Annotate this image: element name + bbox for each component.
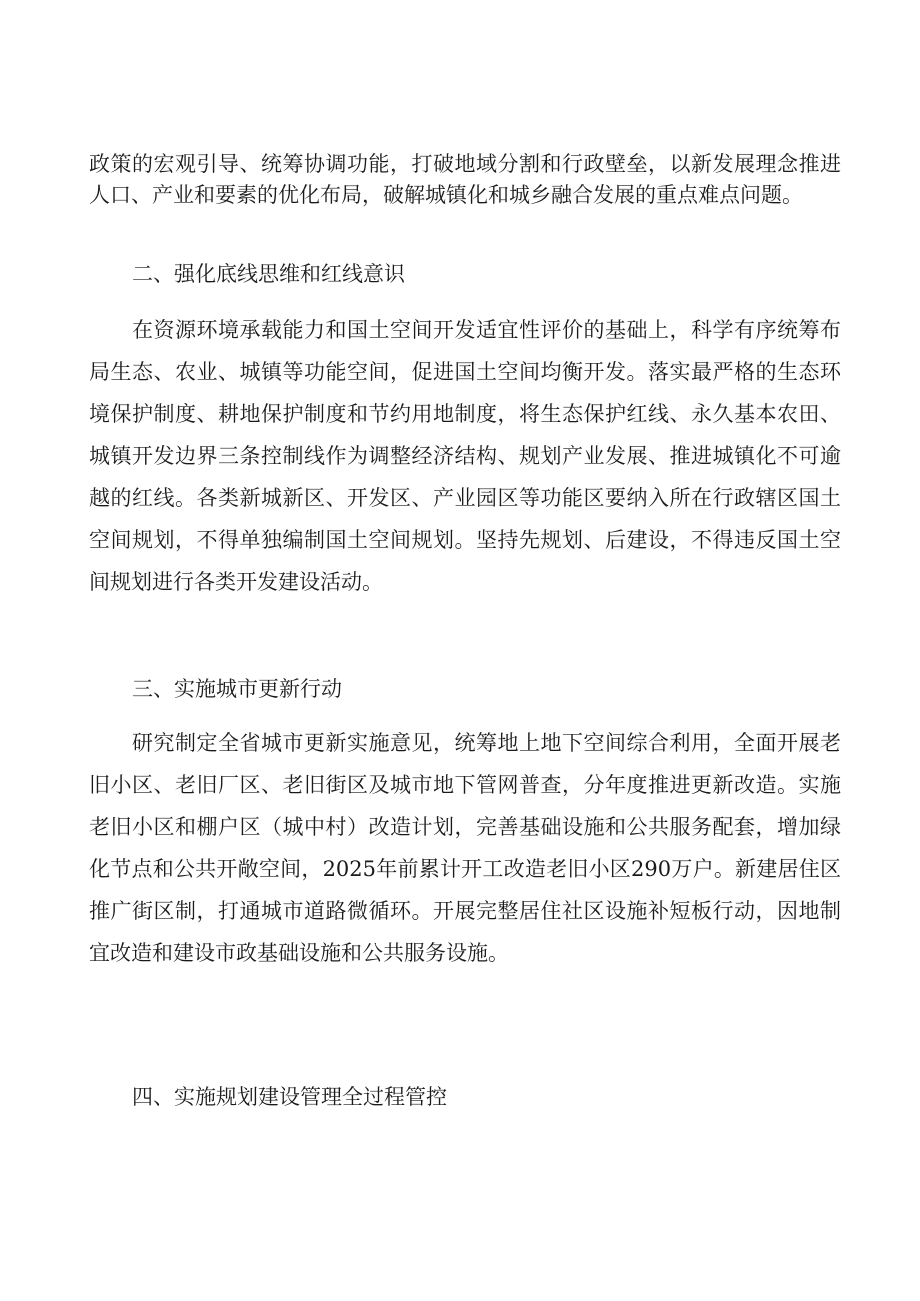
- section-heading-2: 二、强化底线思维和红线意识: [132, 262, 405, 286]
- paragraph-section-3: 研究制定全省城市更新实施意见，统筹地上地下空间综合利用，全面开展老旧小区、老旧厂区、老旧街区及城市地下管网普查，分年度推进更新改造。实施老旧小区和棚户区（城中村）改造计划，完善基础设施和公共服务配套，增加绿化节点和公共开敞空间，2025年前累计开工改造老旧小区290万户。新建居住区推广街区制，打通城市道路微循环。开展完整居住社区设施补短板行动，因地制宜改造和建设市政基础设施和公共服务设施。: [89, 731, 841, 965]
- section-heading-4: 四、实施规划建设管理全过程管控: [132, 1085, 447, 1109]
- paragraph-continued: 政策的宏观引导、统筹协调功能，打破地域分割和行政壁垒，以新发展理念推进人口、产业和要素的优化布局，破解城镇化和城乡融合发展的重点难点问题。: [89, 152, 841, 207]
- paragraph-section-2: 在资源环境承载能力和国土空间开发适宜性评价的基础上，科学有序统筹布局生态、农业、城镇等功能空间，促进国土空间均衡开发。落实最严格的生态环境保护制度、耕地保护制度和节约用地制度，将生态保护红线、永久基本农田、城镇开发边界三条控制线作为调整经济结构、规划产业发展、推进城镇化不可逾越的红线。各类新城新区、开发区、产业园区等功能区要纳入所在行政辖区国土空间规划，不得单独编制国土空间规划。坚持先规划、后建设，不得违反国土空间规划进行各类开发建设活动。: [89, 318, 841, 594]
- section-heading-3: 三、实施城市更新行动: [132, 677, 342, 701]
